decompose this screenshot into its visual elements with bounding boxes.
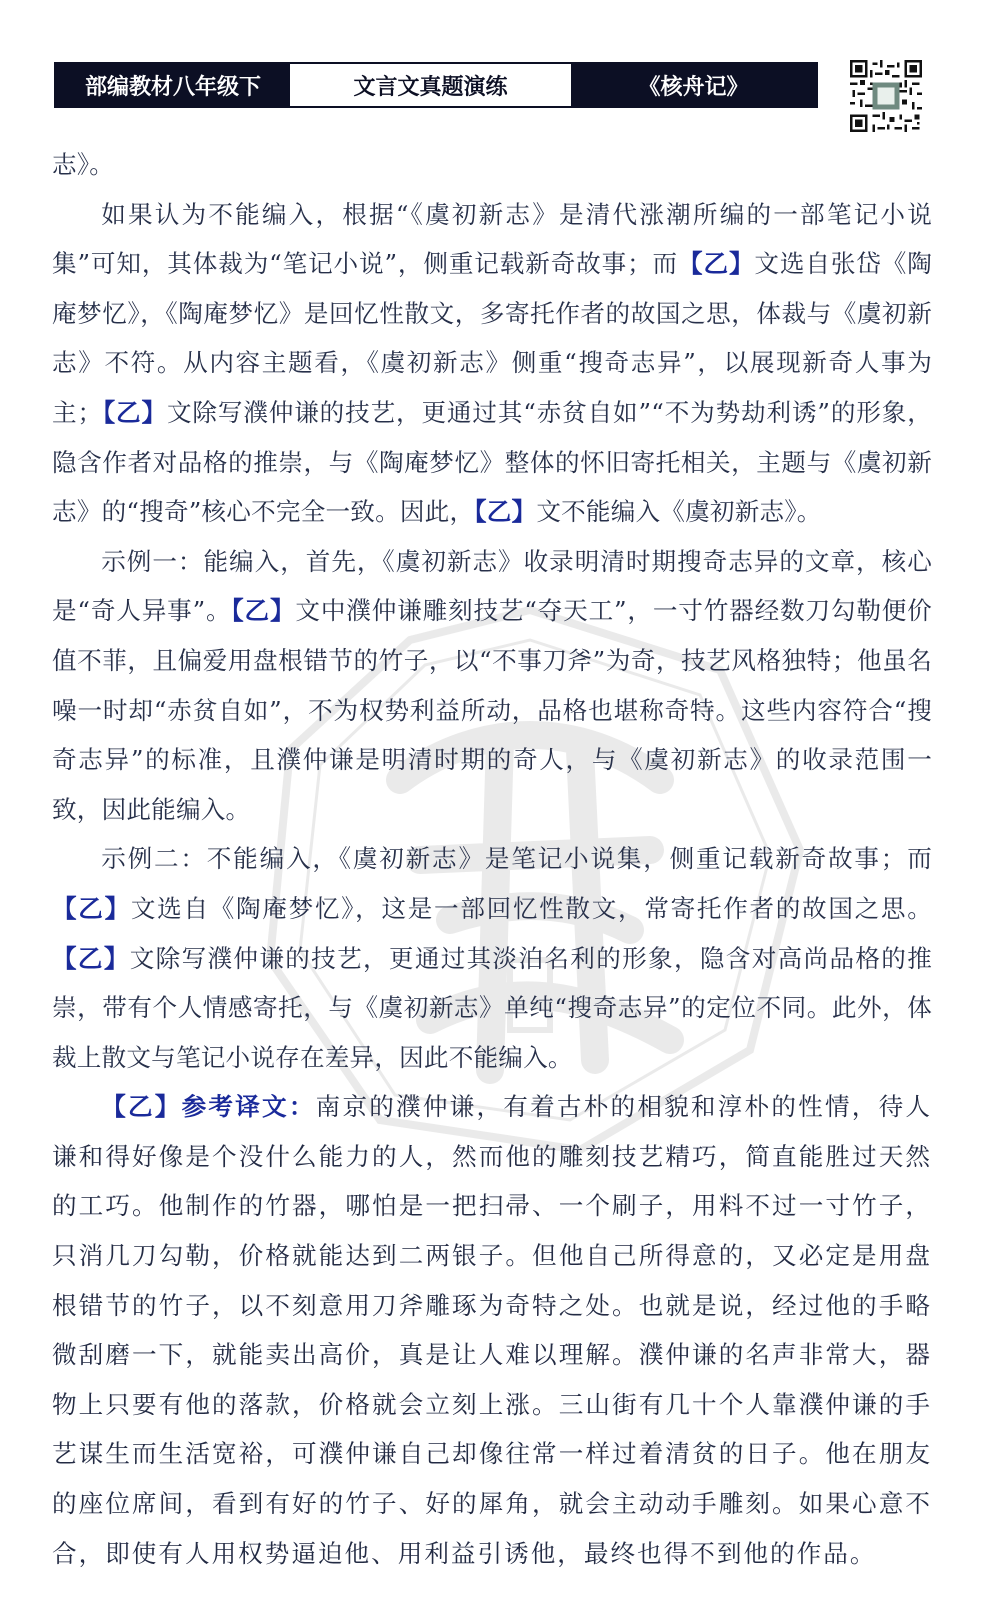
text-run: 示例一：能编入，首先，《虞初新志》收录明清时期搜奇志异的文章，核心是“奇人异事”。 — [52, 546, 932, 626]
bracket-yi: 【乙】 — [52, 943, 130, 973]
bracket-yi: 【乙】 — [474, 497, 537, 527]
text-run: 文除写濮仲谦的技艺，更通过其淡泊名利的形象，隐含对高尚品格的推崇，带有个人情感寄托，与《虞初新志》单纯“搜奇志异”的定位不同。此外，体裁上散文与笔记小说存在差异，因此不能编入。 — [52, 943, 932, 1072]
bracket-yi: 【乙】 — [52, 893, 131, 923]
text-run: 文中濮仲谦雕刻技艺“夺天工”，一寸竹器经数刀勾勒便价值不菲，且偏爱用盘根错节的竹子，以“不事刀斧”为奇，技艺风格独特；他虽名噪一时却“赤贫自如”，不为权势利益所动，品格也堪称奇特。这些内容符合“搜奇志异”的标准，且濮仲谦是明清时期的奇人，与《虞初新志》的收录范围一致，因此能编入。 — [52, 596, 932, 824]
header-lesson-title: 《核舟记》 — [571, 64, 816, 106]
translation-text: 南京的濮仲谦，有着古朴的相貌和淳朴的性情，待人谦和得好像是个没什么能力的人，然而他的雕刻技艺精巧，简直能胜过天然的工巧。他制作的竹器，哪怕是一把扫帚、一个刷子，用料不过一寸竹子，只消几刀勾勒，价格就能达到二两银子。但他自己所得意的，又必定是用盘根错节的竹子，以不刻意用刀斧雕琢为奇特之处。也就是说，经过他的手略微刮磨一下，就能卖出高价，真是让人难以理解。濮仲谦的名声非常大，器物上只要有他的落款，价格就会立刻上涨。三山街有几十个人靠濮仲谦的手艺谋生而生活宽裕，可濮仲谦自己却像往常一样过着清贫的日子。他在朋友的座位席间，看到有好的竹子、好的犀角，就会主动动手雕刻。如果心意不合，即使有人用权势逼迫他、用利益引诱他，最终也得不到他的作品。 — [52, 1092, 932, 1568]
paragraph-example-one — [52, 537, 932, 835]
header-section-label: 文言文真题演练 — [290, 64, 571, 106]
paragraph-continued: 志》。 — [52, 150, 115, 179]
paragraph-example-two — [52, 834, 932, 1082]
text-run: 文不能编入《虞初新志》。 — [536, 497, 822, 527]
text-run: 文选自《陶庵梦忆》，这是一部回忆性散文，常寄托作者的故国之思。 — [130, 893, 932, 923]
header-bar — [54, 62, 818, 108]
bracket-yi: 【乙】 — [678, 249, 755, 279]
bracket-yi: 【乙】 — [231, 596, 296, 626]
translation-label: 【乙】参考译文： — [101, 1092, 316, 1122]
header-grade-label: 部编教材八年级下 — [56, 64, 290, 106]
text-run: 文除写濮仲谦的技艺，更通过其“赤贫自如”“不为势劫利诱”的形象，隐含作者对品格的推崇，与《陶庵梦忆》整体的怀旧寄托相关，主题与《虞初新志》的“搜奇”核心不完全一致。因此， — [52, 397, 932, 527]
text-run: 如果认为不能编入，根据“《虞初新志》是清代涨潮所编的一部笔记小说集”可知，其体裁为“笔记小说”，侧重记载新奇故事；而 — [52, 199, 932, 279]
qr-code-icon — [850, 60, 922, 132]
text-run: 示例二：不能编入，《虞初新志》是笔记小说集，侧重记载新奇故事；而 — [101, 844, 932, 874]
text-run: 文选自张岱《陶庵梦忆》，《陶庵梦忆》是回忆性散文，多寄托作者的故国之思，体裁与《虞初新志》不符。从内容主题看，《虞初新志》侧重“搜奇志异”，以展现新奇人事为主； — [52, 249, 933, 427]
bracket-yi: 【乙】 — [102, 397, 167, 427]
paragraph-translation — [52, 1082, 932, 1578]
paragraph-cannot-include — [52, 190, 932, 537]
body-text — [52, 140, 932, 1578]
